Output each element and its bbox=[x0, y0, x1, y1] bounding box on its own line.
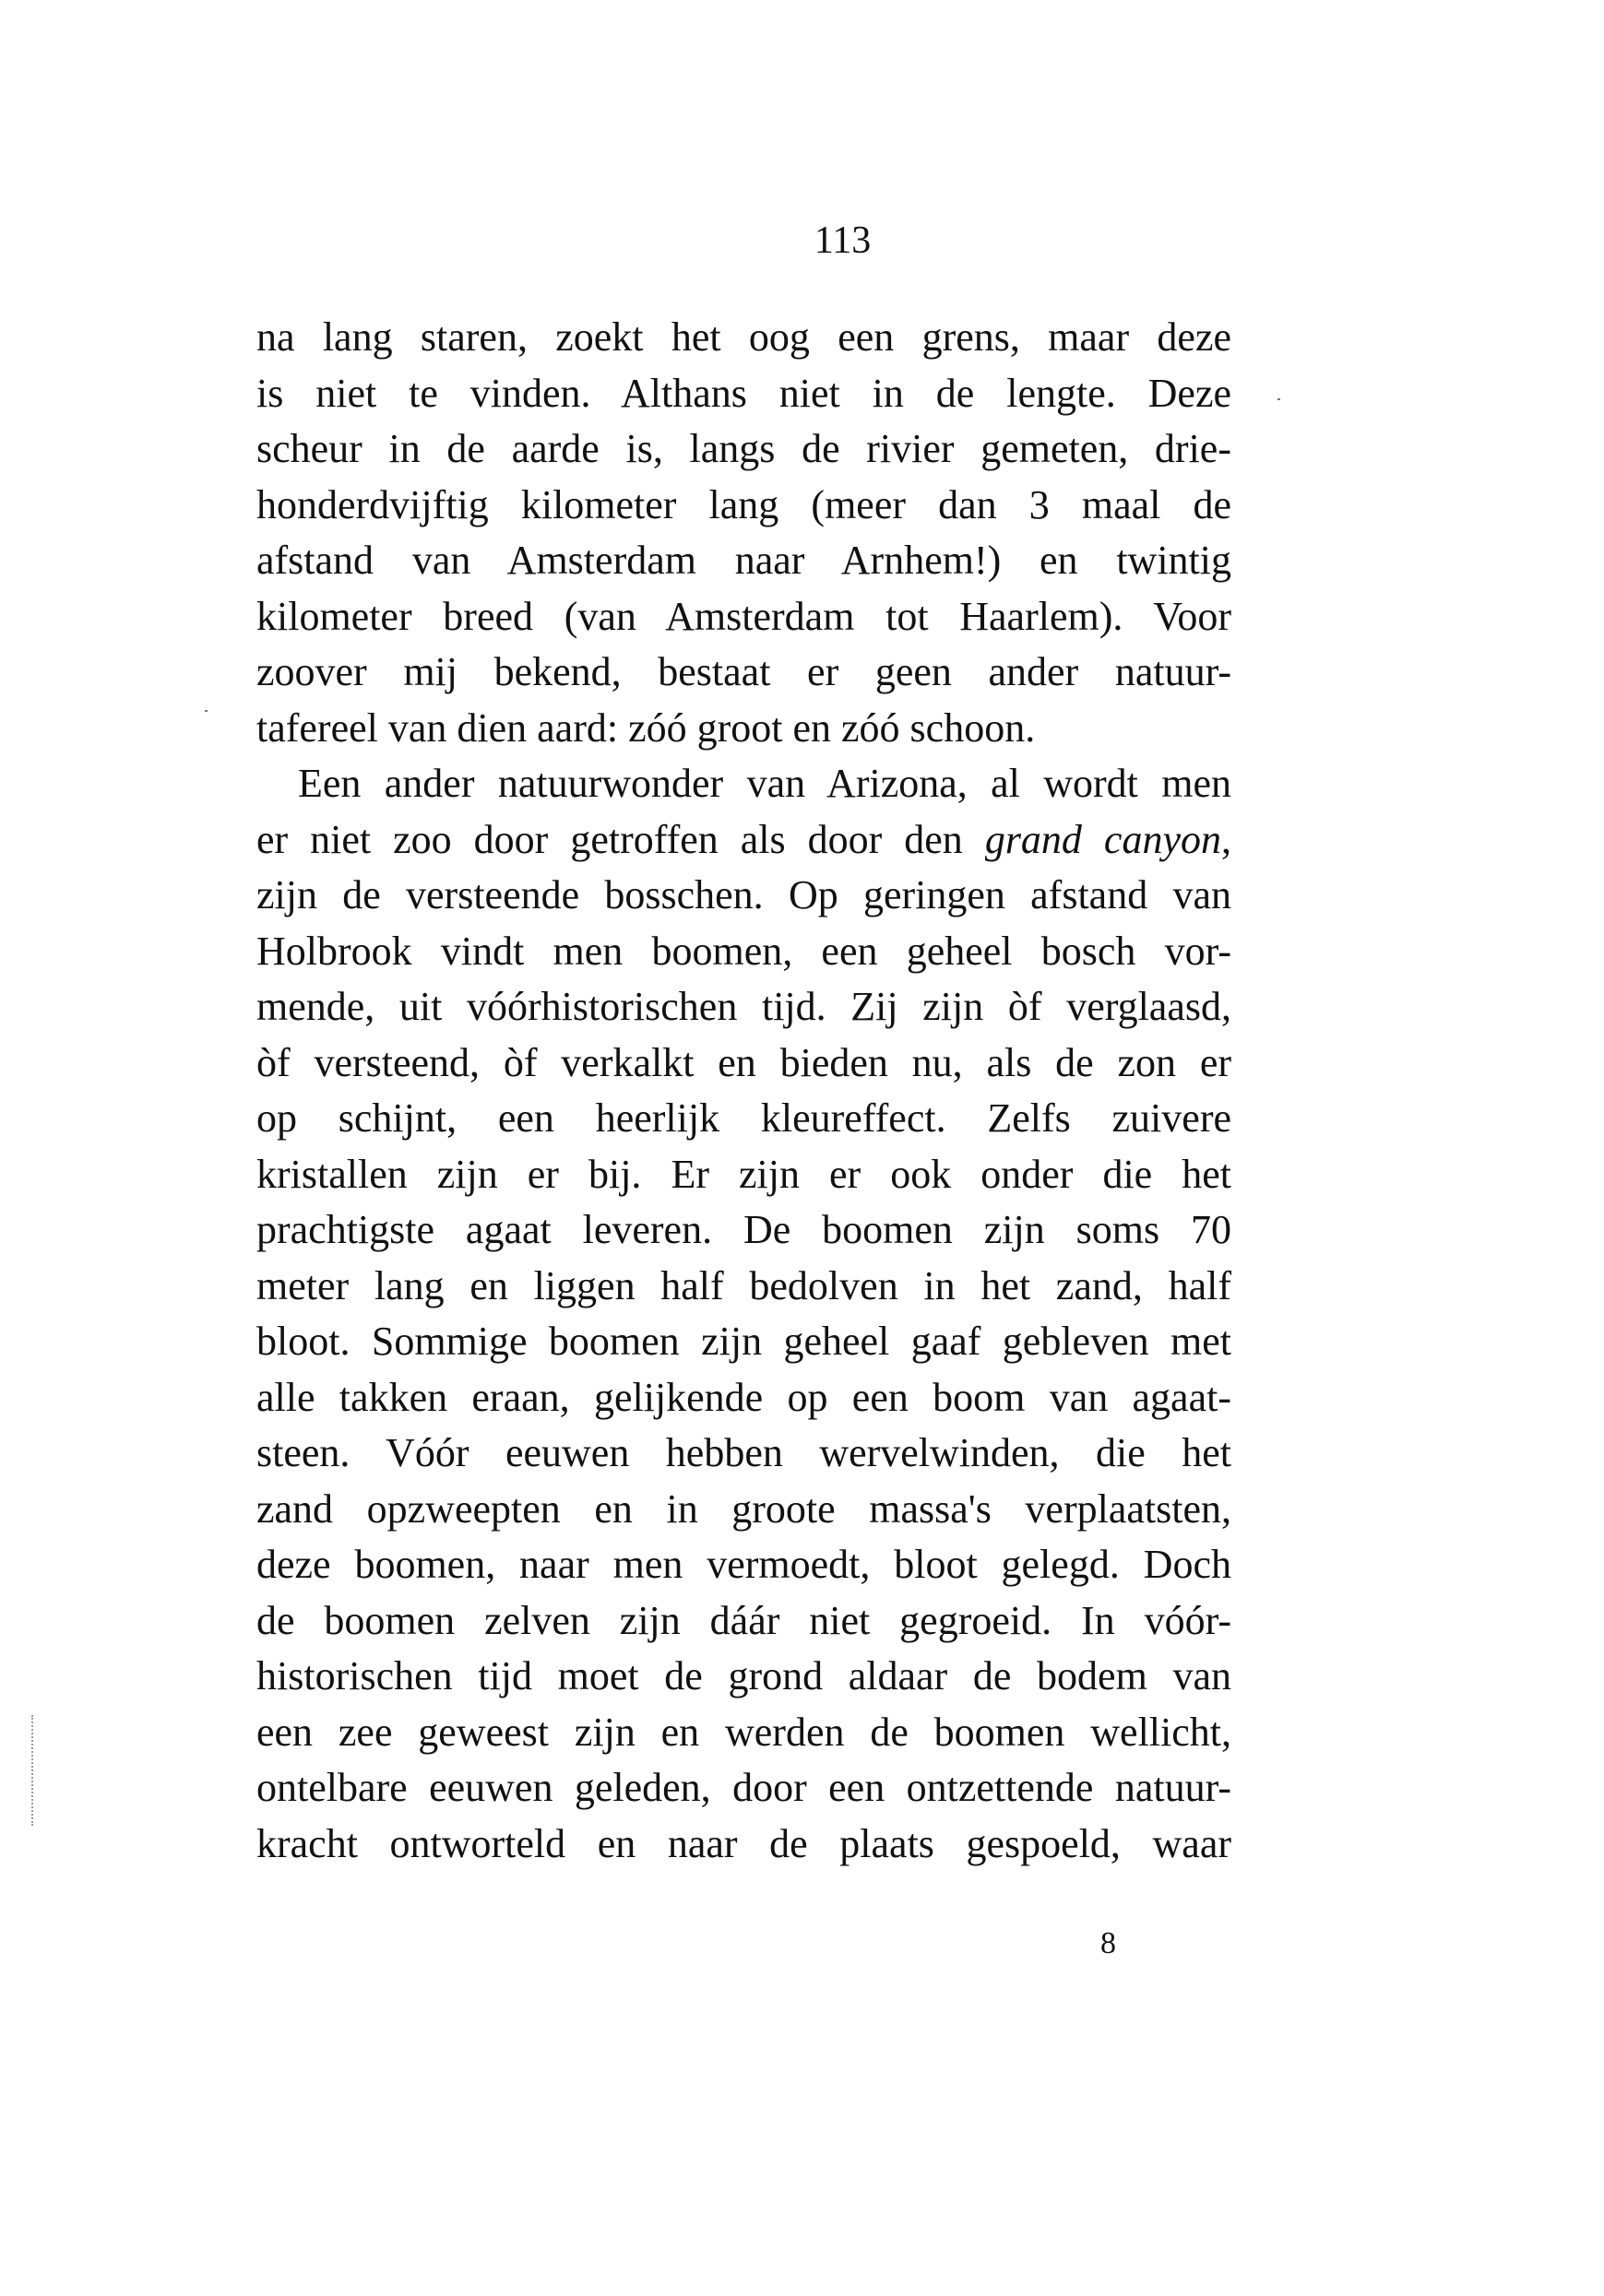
scan-artifact-speck bbox=[1277, 398, 1280, 400]
text-line: bloot. Sommige boomen zijn geheel gaaf gebleven met bbox=[256, 1319, 1231, 1364]
text-segment: er niet zoo door getroffen als door den bbox=[256, 816, 985, 862]
text-line: na lang staren, zoekt het oog een grens, maar deze bbox=[256, 314, 1231, 360]
text-line: scheur in de aarde is, langs de rivier gemeten, drie- bbox=[256, 426, 1231, 471]
text-line: een zee geweest zijn en werden de boomen wellicht, bbox=[256, 1709, 1231, 1755]
text-line: op schijnt, een heerlijk kleureffect. Zelfs zuivere bbox=[256, 1095, 1231, 1141]
text-line: òf versteend, òf verkalkt en bieden nu, als de zon er bbox=[256, 1039, 1231, 1085]
text-line: mende, uit vóórhistorischen tijd. Zij zijn òf verglaasd, bbox=[256, 984, 1231, 1029]
text-line: zand opzweepten en in groote massa's verplaatsten, bbox=[256, 1485, 1231, 1532]
text-line: zoover mij bekend, bestaat er geen ander natuur- bbox=[256, 649, 1231, 694]
text-line: Holbrook vindt men boomen, een geheel bosch vor- bbox=[256, 928, 1231, 974]
text-line: meter lang en liggen half bedolven in het zand, half bbox=[256, 1262, 1231, 1308]
text-line: ontelbare eeuwen geleden, door een ontzettende natuur- bbox=[256, 1765, 1231, 1810]
body-text bbox=[256, 310, 1231, 1872]
text-line: zijn de versteende bosschen. Op geringen afstand van bbox=[256, 872, 1231, 917]
text-segment: , bbox=[1221, 816, 1231, 862]
text-line-with-italic bbox=[256, 812, 1231, 869]
text-line: Een ander natuurwonder van Arizona, al wordt men bbox=[298, 761, 1231, 806]
text-line: alle takken eraan, gelijkende op een boom van agaat- bbox=[256, 1374, 1231, 1420]
signature-mark: 8 bbox=[1100, 1926, 1116, 1960]
text-line: tafereel van dien aard: zóó groot en zóó schoon. bbox=[256, 704, 1036, 751]
text-line: kristallen zijn er bij. Er zijn er ook onder die het bbox=[256, 1151, 1231, 1197]
text-line: deze boomen, naar men vermoedt, bloot gelegd. Doch bbox=[256, 1542, 1231, 1587]
page-number: 113 bbox=[814, 219, 872, 262]
italic-phrase: grand canyon bbox=[984, 816, 1221, 862]
scan-artifact-speck bbox=[205, 710, 208, 712]
text-line: de boomen zelven zijn dáár niet gegroeid. In vóór- bbox=[256, 1597, 1231, 1643]
text-line: historischen tijd moet de grond aldaar de bodem van bbox=[256, 1653, 1231, 1698]
text-line: prachtigste agaat leveren. De boomen zijn soms 70 bbox=[256, 1207, 1231, 1252]
text-line: honderdvijftig kilometer lang (meer dan 3 maal de bbox=[256, 481, 1231, 527]
text-line: steen. Vóór eeuwen hebben wervelwinden, die het bbox=[256, 1430, 1231, 1475]
text-line: is niet te vinden. Althans niet in de lengte. Deze bbox=[256, 370, 1231, 416]
text-line: afstand van Amsterdam naar Arnhem!) en twintig bbox=[256, 538, 1231, 583]
scan-artifact-dots bbox=[31, 1715, 36, 1826]
text-line: kracht ontworteld en naar de plaats gespoeld, waar bbox=[256, 1820, 1231, 1866]
text-line: kilometer breed (van Amsterdam tot Haarlem). Voor bbox=[256, 593, 1231, 639]
